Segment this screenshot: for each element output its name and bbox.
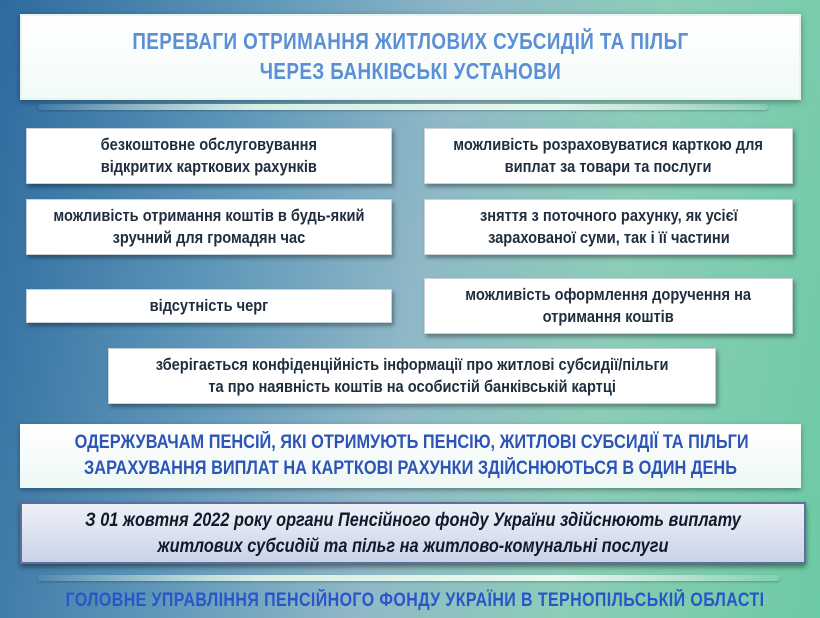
benefit-text: зручний для громадян час (112, 228, 306, 247)
payment-notice-line-2: житлових субсидій та пільг на житлово-комунальні послуги (157, 536, 669, 557)
benefit-text: зняття з поточного рахунку, як усієї (479, 206, 738, 225)
footer-divider (38, 575, 780, 581)
footer-organization (0, 586, 820, 616)
benefit-card-confidentiality (108, 348, 716, 404)
pension-banner (20, 424, 801, 488)
benefit-text: зберігається конфіденційність інформації про житлові субсидії/пільги (155, 355, 669, 374)
benefit-text: можливість розраховуватися карткою для (453, 135, 764, 154)
benefit-text: отримання коштів (542, 307, 675, 326)
title-divider (38, 104, 768, 110)
benefit-text: можливість отримання коштів в будь-який (53, 206, 365, 225)
benefit-card-card-payments (424, 128, 793, 184)
pension-banner-line-2: ЗАРАХУВАННЯ ВИПЛАТ НА КАРТКОВІ РАХУНКИ ЗДІЙСНЮЮТЬСЯ В ОДИН ДЕНЬ (84, 458, 737, 479)
benefit-text: виплат за товари та послуги (505, 157, 712, 176)
benefit-card-partial-withdrawal (424, 199, 793, 255)
benefit-card-no-queues (26, 289, 392, 323)
benefit-text: відсутність черг (149, 296, 269, 315)
benefit-text: безкоштовне обслуговування (100, 135, 318, 154)
benefit-text: зарахованої суми, так і її частини (487, 228, 730, 247)
title-line-2: ЧЕРЕЗ БАНКІВСЬКІ УСТАНОВИ (259, 58, 562, 84)
benefit-card-free-service (26, 128, 392, 184)
benefit-card-power-of-attorney (424, 278, 793, 334)
benefit-text: можливість оформлення доручення на (465, 285, 752, 304)
footer-text: ГОЛОВНЕ УПРАВЛІННЯ ПЕНСІЙНОГО ФОНДУ УКРАЇНИ В ТЕРНОПІЛЬСЬКІЙ ОБЛАСТІ (65, 590, 765, 611)
benefit-text: та про наявність коштів на особистій банківській картці (208, 377, 616, 396)
page-title (20, 14, 801, 100)
title-line-1: ПЕРЕВАГИ ОТРИМАННЯ ЖИТЛОВИХ СУБСИДІЙ ТА ПІЛЬГ (132, 28, 689, 54)
benefit-text: відкритих карткових рахунків (100, 157, 318, 176)
payment-notice (20, 502, 806, 564)
payment-notice-line-1: З 01 жовтня 2022 року органи Пенсійного фонду України здійснюють виплату (85, 510, 741, 531)
benefit-card-anytime-withdrawal (26, 199, 392, 255)
pension-banner-line-1: ОДЕРЖУВАЧАМ ПЕНСІЙ, ЯКІ ОТРИМУЮТЬ ПЕНСІЮ, ЖИТЛОВІ СУБСИДІЇ ТА ПІЛЬГИ (74, 432, 749, 453)
